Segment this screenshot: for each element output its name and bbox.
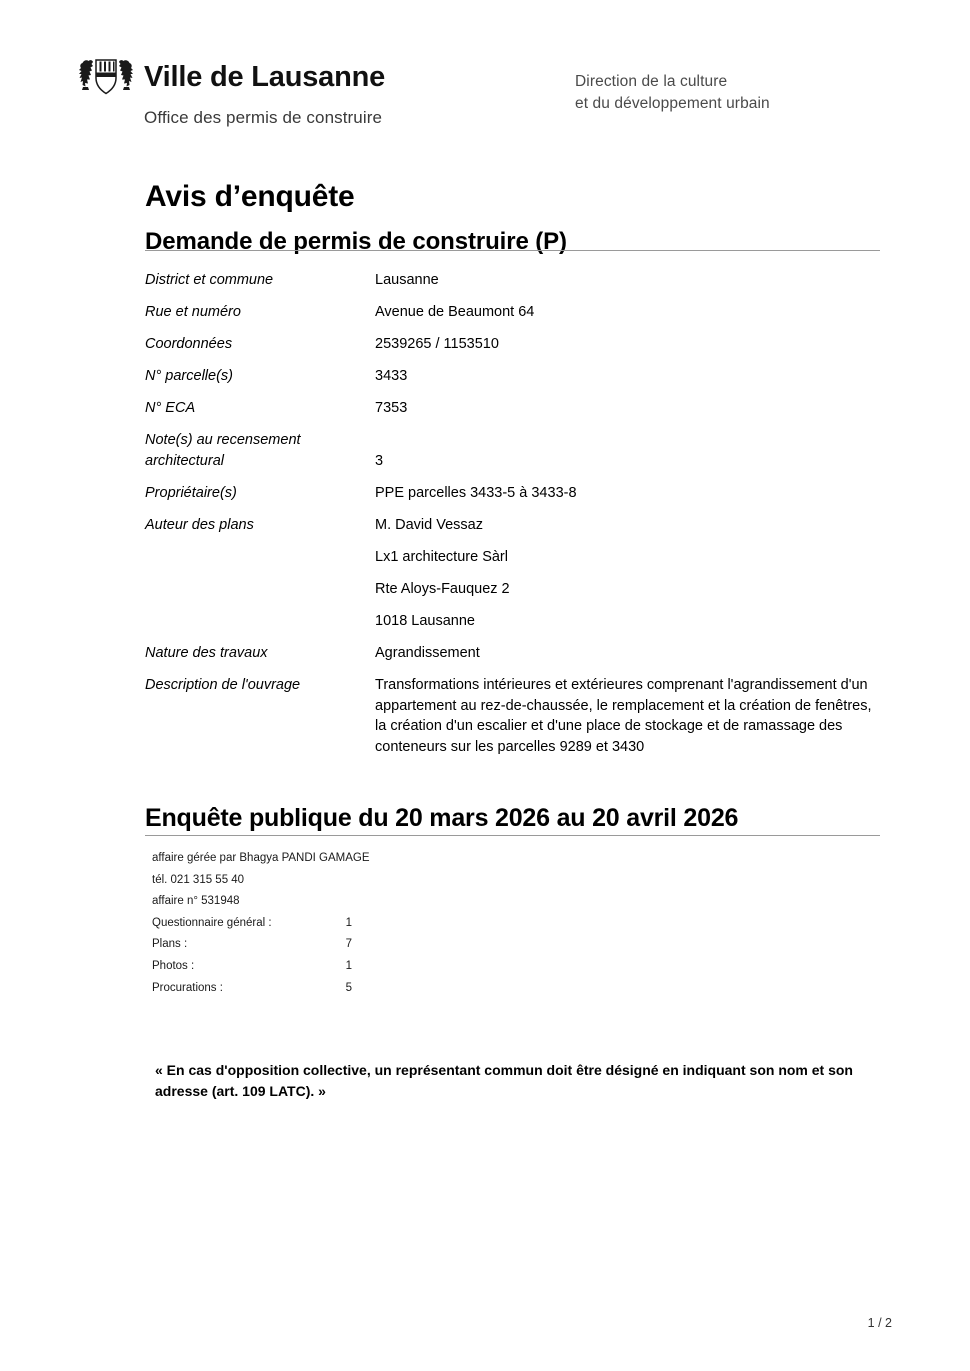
document-count-row: [152, 934, 352, 956]
detail-row-continuation: [145, 611, 880, 632]
detail-label: Description de l'ouvrage: [145, 677, 301, 694]
count-value: 5: [345, 981, 352, 994]
detail-row-continuation: [145, 579, 880, 600]
brand-subtitle: Office des permis de construire: [144, 108, 383, 127]
brand-block: [78, 55, 385, 128]
document-count-row: [152, 978, 352, 1000]
direction-block: [575, 71, 770, 116]
count-value: 7: [345, 938, 352, 951]
detail-row: [145, 334, 880, 355]
count-label: Questionnaire général :: [152, 916, 272, 929]
case-phone: tél. 021 315 55 40: [152, 873, 245, 886]
case-number: affaire n° 531948: [152, 895, 240, 908]
divider-top: [145, 250, 880, 251]
count-value: 1: [345, 916, 352, 929]
brand-top-row: [78, 55, 385, 99]
enquete-heading: Enquête publique du 20 mars 2026 au 20 avril 2026: [145, 803, 739, 832]
detail-label: Coordonnées: [145, 336, 233, 353]
case-info-block: [152, 848, 370, 999]
detail-value: PPE parcelles 3433-5 à 3433-8: [375, 485, 577, 502]
count-label: Procurations :: [152, 981, 223, 994]
document-count-row: [152, 956, 352, 978]
detail-row: [145, 430, 880, 472]
brand-name: Ville de Lausanne: [144, 60, 386, 93]
document-count-row: [152, 913, 352, 935]
detail-label: Nature des travaux: [145, 645, 268, 662]
page-number: 1 / 2: [867, 1316, 892, 1330]
page-subtitle: Demande de permis de construire (P): [145, 227, 567, 255]
detail-label: Note(s) au recensement architectural: [145, 432, 301, 470]
direction-line-2: et du développement urbain: [575, 95, 770, 113]
detail-value: Lx1 architecture Sàrl: [375, 549, 508, 566]
detail-value: Agrandissement: [375, 645, 480, 662]
detail-value: 7353: [375, 400, 408, 417]
detail-value: 3: [375, 453, 384, 470]
detail-value: Rte Aloys-Fauquez 2: [375, 581, 510, 598]
detail-value: 3433: [375, 368, 408, 385]
count-label: Plans :: [152, 938, 188, 951]
detail-label: Auteur des plans: [145, 517, 254, 534]
detail-label: N° parcelle(s): [145, 368, 233, 385]
detail-value: 1018 Lausanne: [375, 613, 475, 630]
detail-value: Transformations intérieures et extérieures comprenant l'agrandissement d'un appartement au rez-de-chaussée, le remplacement et la création de fenêtres, la création d'un escalier et d'une place de stockage et de ramassage des conteneurs sur les parcelles 9289 et 3430: [375, 677, 872, 755]
direction-line-1: Direction de la culture: [575, 73, 728, 90]
detail-row: [145, 398, 880, 419]
detail-value: M. David Vessaz: [375, 517, 483, 534]
divider-bottom: [145, 835, 880, 836]
detail-label: District et commune: [145, 272, 274, 288]
detail-value: Lausanne: [375, 272, 439, 288]
document-header: [78, 55, 892, 135]
detail-value: Avenue de Beaumont 64: [375, 304, 535, 321]
lausanne-coat-of-arms-icon: [78, 55, 134, 99]
detail-row: [145, 643, 880, 664]
detail-label: Rue et numéro: [145, 304, 241, 321]
detail-row: [145, 366, 880, 387]
detail-row: [145, 515, 880, 536]
count-label: Photos :: [152, 960, 195, 973]
detail-value: 2539265 / 1153510: [375, 336, 499, 353]
legal-notice: « En cas d'opposition collective, un représentant commun doit être désigné en indiquant son nom et son adresse (art. 109 LATC). »: [155, 1062, 853, 1099]
count-value: 1: [345, 960, 352, 973]
case-managed-by: affaire gérée par Bhagya PANDI GAMAGE: [152, 852, 370, 864]
detail-row: [145, 302, 880, 323]
details-table: [145, 270, 880, 769]
page-title: Avis d’enquête: [145, 180, 355, 214]
detail-row-description: [145, 675, 880, 757]
detail-label: Propriétaire(s): [145, 485, 237, 502]
detail-row: [145, 483, 880, 504]
detail-row: [145, 270, 880, 291]
detail-row-continuation: [145, 547, 880, 568]
detail-label: N° ECA: [145, 400, 196, 417]
